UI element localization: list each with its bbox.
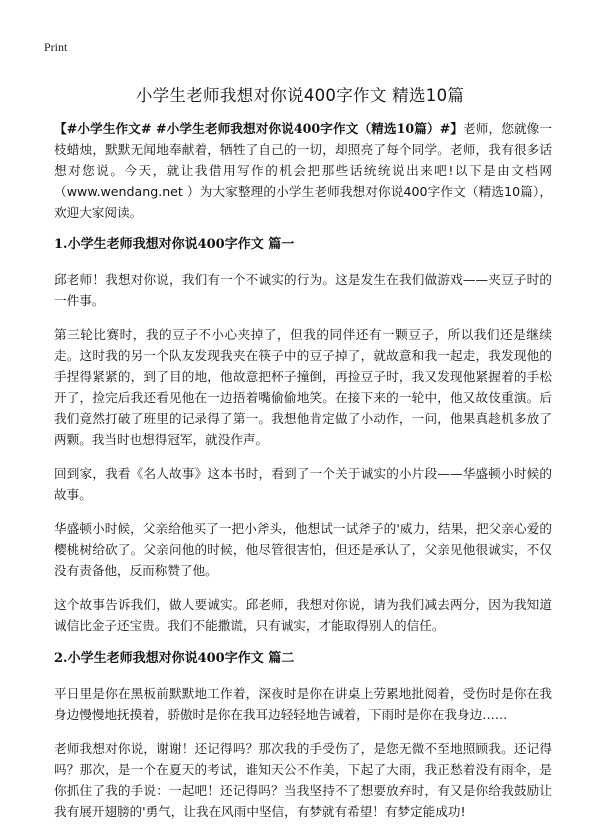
- section-heading-1: 1.小学生老师我想对你说400字作文 篇一: [54, 237, 295, 252]
- intro-paragraph: [54, 118, 552, 223]
- paragraph: 第三轮比赛时，我的豆子不小心夹掉了，但我的同伴还有一颗豆子，所以我们还是继续走。这时我的另一个队友发现我夹在筷子中的豆子掉了，就故意和我一起走，我发现他的手捏得紧紧的，到了目的地，他故意把杯子撞倒，再捡豆子时，我又发现他紧握着的手松开了，捡完后我还看见他在一边捂着嘴偷偷地笑。在接下来的一轮中，他又故伎重演。后我们竟然打破了班里的记录得了第一。我想他肯定做了小动作，一问，他果真趁机多放了两颗。我当时也想得冠军，就没作声。: [54, 327, 552, 447]
- paragraph: 这个故事告诉我们，做人要诚实。邱老师，我想对你说，请为我们减去两分，因为我知道诚信比金子还宝贵。我们不能撒谎，只有诚实，才能取得别人的信任。: [54, 597, 552, 633]
- print-label: Print: [44, 40, 68, 54]
- paragraph: 邱老师！我想对你说，我们有一个不诚实的行为。这是发生在我们做游戏——夹豆子时的一件事。: [54, 272, 552, 308]
- paragraph: 华盛顿小时候，父亲给他买了一把小斧头，他想试一试斧子的'威力，结果，把父亲心爱的樱桃树给砍了。父亲问他的时候，他尽管很害怕，但还是承认了，父亲见他很诚实，不仅没有责备他，反而称赞了他。: [54, 521, 552, 578]
- paragraph: 老师我想对你说，谢谢！还记得吗？那次我的手受伤了，是您无微不至地照顾我。还记得吗？那次，是一个在夏天的考试，谁知天公不作美，下起了大雨，我正愁着没有雨伞，是你抓住了我的手说：一起吧！还记得吗？当我坚持不了想要放弃时，有又是你给我鼓励让我有展开翅膀的'勇气，让我在风雨中坚信，有梦就有希望！有梦定能成功!: [54, 741, 552, 819]
- section-heading-2: 2.小学生老师我想对你说400字作文 篇二: [54, 651, 295, 666]
- paragraph: 回到家，我看《名人故事》这本书时，看到了一个关于诚实的小片段——华盛顿小时候的故事。: [54, 466, 552, 502]
- paragraph: 平日里是你在黑板前默默地工作着，深夜时是你在讲桌上劳累地批阅着，受伤时是你在我身边慢慢地抚摸着，骄傲时是你在我耳边轻轻地告诫着，下雨时是你在我身边……: [54, 686, 552, 722]
- intro-bold-prefix: 【#小学生作文# #小学生老师我想对你说400字作文（精选10篇）#】: [54, 121, 464, 136]
- document-title: 小学生老师我想对你说400字作文 精选10篇: [135, 86, 465, 105]
- intro-text: 老师，您就像一枝蜡烛，默默无闻地奉献着，牺牲了自己的一切，却照亮了每个同学。老师，我有很多话想对您说。今天，就让我借用写作的机会把那些话统统说出来吧!以下是由文档网（www.wendang.net ）为大家整理的小学生老师我想对你说400字作文（精选10篇），欢迎大家阅读。: [54, 121, 552, 220]
- document-body: [54, 118, 552, 835]
